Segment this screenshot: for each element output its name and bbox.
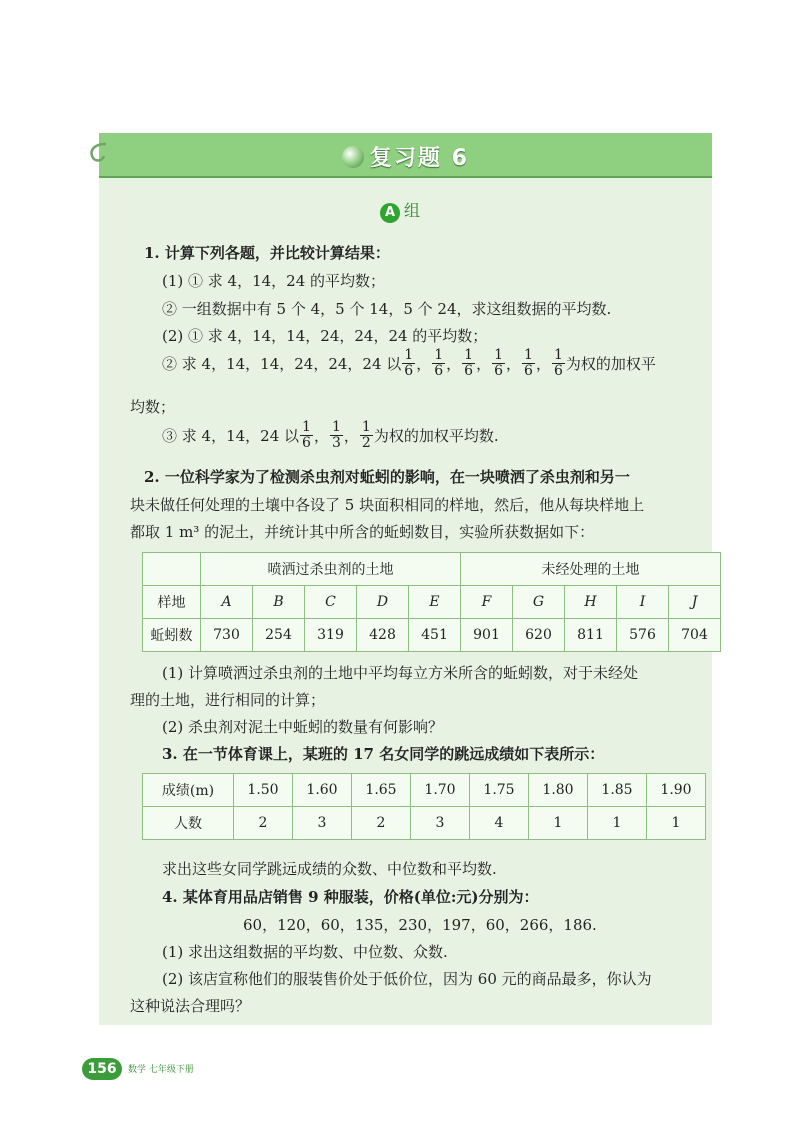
people-cell: 1 (529, 807, 588, 840)
q1-intro: 1. 计算下列各题，并比较计算结果： (144, 244, 390, 262)
group-header-untreated: 未经处理的土地 (461, 553, 721, 586)
q1-p3: ③ 求 4，14，24 以 $\frac{1}{6}$ ， $\frac{1}{3}$ ， $\frac{1}{2}$ 为权的加权平均数. (162, 419, 499, 451)
q2-line2: 块未做任何处理的土壤中各设了 5 块面积相同的样地，然后，他从每块样地上 (130, 496, 645, 514)
page-number: 156 (82, 1058, 122, 1080)
earthworm-table (142, 552, 721, 652)
count-cell: 576 (617, 619, 669, 652)
title-bar (99, 133, 712, 178)
people-cell: 1 (588, 807, 647, 840)
plot-cell: C (305, 586, 357, 619)
people-cell: 4 (470, 807, 529, 840)
group-header-sprayed: 喷洒过杀虫剂的土地 (201, 553, 461, 586)
globe-icon (342, 146, 364, 168)
score-cell: 1.60 (293, 774, 352, 807)
q3-line1: 3. 在一节体育课上，某班的 17 名女同学的跳远成绩如下表所示： (162, 745, 605, 763)
fraction-one-sixth: $\frac{1}{6}$ (404, 347, 414, 379)
row-label-people: 人数 (143, 807, 234, 840)
curl-icon (88, 140, 110, 170)
q4-s2a: (2) 该店宣称他们的服装售价处于低价位，因为 60 元的商品最多，你认为 (162, 970, 652, 988)
plot-cell: F (461, 586, 513, 619)
fraction-one-half: $\frac{1}{2}$ (361, 419, 371, 451)
q4-prices: 60，120，60，135，230，197，60，266，186. (243, 916, 597, 934)
people-cell: 2 (234, 807, 293, 840)
long-jump-table (142, 773, 706, 840)
q1-p2b-cont: 均数； (130, 398, 176, 416)
count-cell: 428 (357, 619, 409, 652)
q2-line3: 都取 1 m³ 的泥土，并统计其中所含的蚯蚓数目，实验所获数据如下： (130, 523, 595, 541)
table-corner (143, 553, 201, 586)
plot-cell: E (409, 586, 461, 619)
fraction-one-sixth: $\frac{1}{6}$ (434, 347, 444, 379)
people-cell: 3 (411, 807, 470, 840)
people-cell: 1 (647, 807, 706, 840)
count-cell: 254 (253, 619, 305, 652)
q3-line2: 求出这些女同学跳远成绩的众数、中位数和平均数. (162, 860, 497, 878)
plot-cell: A (201, 586, 253, 619)
score-cell: 1.75 (470, 774, 529, 807)
people-cell: 2 (352, 807, 411, 840)
group-badge: A (380, 203, 400, 223)
q2-s2: (2) 杀虫剂对泥土中蚯蚓的数量有何影响？ (162, 718, 444, 736)
count-cell: 620 (513, 619, 565, 652)
q1-p2b: ② 求 4，14，14，24，24，24 以 $\frac{1}{6}$ ， $\frac{1}{6}$ ， $\frac{1}{6}$ ， $\frac{1}{6}$ ， $\frac{1}{6}$ ， $\frac{1}{6}$ 为权的加权平 (162, 347, 656, 379)
plot-cell: B (253, 586, 305, 619)
count-cell: 730 (201, 619, 253, 652)
q4-s2b: 这种说法合理吗？ (130, 997, 251, 1015)
fraction-one-third: $\frac{1}{3}$ (331, 419, 341, 451)
q4-s1: (1) 求出这组数据的平均数、中位数、众数. (162, 943, 448, 961)
section-title: 复习题 6 (99, 141, 712, 172)
plot-cell: J (669, 586, 721, 619)
plot-cell: I (617, 586, 669, 619)
score-cell: 1.65 (352, 774, 411, 807)
row-label-plot: 样地 (143, 586, 201, 619)
plot-cell: H (565, 586, 617, 619)
row-label-score: 成绩(m) (143, 774, 234, 807)
q2-s1a: (1) 计算喷洒过杀虫剂的土地中平均每立方米所含的蚯蚓数，对于未经处 (162, 664, 639, 682)
row-label-count: 蚯蚓数 (143, 619, 201, 652)
count-cell: 451 (409, 619, 461, 652)
q4-line1: 4. 某体育用品店销售 9 种服装，价格(单位:元)分别为： (162, 888, 539, 906)
fraction-one-sixth: $\frac{1}{6}$ (464, 347, 474, 379)
score-cell: 1.50 (234, 774, 293, 807)
plot-cell: G (513, 586, 565, 619)
q1-p2a: (2) ① 求 4，14，14，24，24，24 的平均数； (162, 327, 488, 345)
score-cell: 1.85 (588, 774, 647, 807)
q2-line1: 2. 一位科学家为了检测杀虫剂对蚯蚓的影响，在一块喷洒了杀虫剂和另一 (144, 468, 630, 486)
count-cell: 901 (461, 619, 513, 652)
fraction-one-sixth: $\frac{1}{6}$ (524, 347, 533, 379)
q1-p1a: (1) ① 求 4，14，24 的平均数； (162, 272, 386, 290)
people-cell: 3 (293, 807, 352, 840)
count-cell: 319 (305, 619, 357, 652)
fraction-one-sixth: $\frac{1}{6}$ (302, 419, 311, 451)
q1-p1b: ② 一组数据中有 5 个 4，5 个 14，5 个 24，求这组数据的平均数. (162, 300, 612, 318)
book-footer: 数学 七年级下册 (128, 1065, 194, 1075)
count-cell: 811 (565, 619, 617, 652)
q2-s1b: 理的土地，进行相同的计算； (130, 691, 326, 709)
score-cell: 1.80 (529, 774, 588, 807)
fraction-one-sixth: $\frac{1}{6}$ (494, 347, 504, 379)
score-cell: 1.90 (647, 774, 706, 807)
fraction-one-sixth: $\frac{1}{6}$ (553, 347, 563, 379)
score-cell: 1.70 (411, 774, 470, 807)
count-cell: 704 (669, 619, 721, 652)
plot-cell: D (357, 586, 409, 619)
group-heading: A 组 (0, 198, 800, 223)
